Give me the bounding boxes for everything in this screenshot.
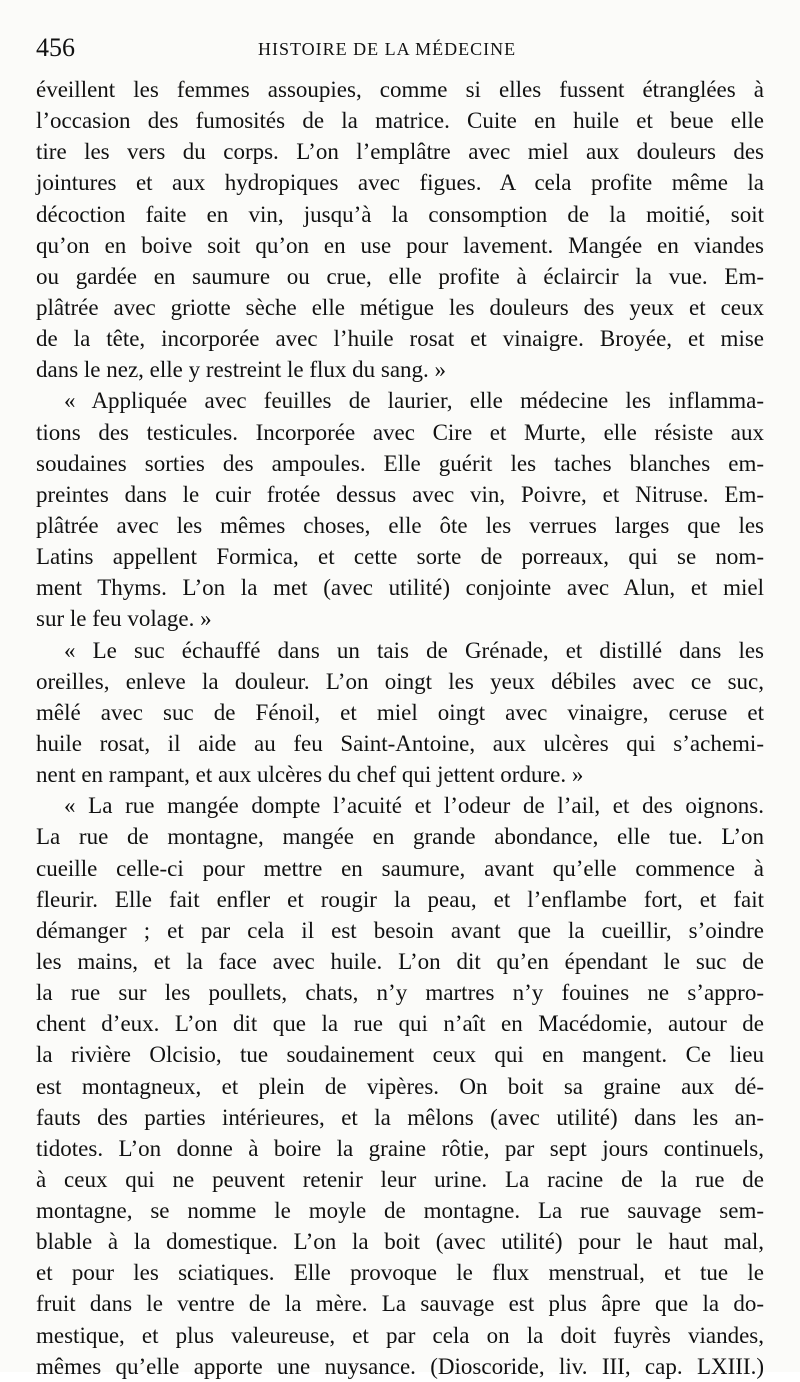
text-line: mêmes qu’elle apporte une nuysance. (Dioscoride, liv. III, cap. LXIII.) — [36, 1353, 764, 1379]
text-line: qu’on en boive soit qu’on en use pour lavement. Mangée en viandes — [36, 232, 764, 258]
text-line: preintes dans le cuir frotée dessus avec vin, Poivre, et Nitruse. Em- — [36, 481, 764, 507]
text-line: à ceux qui ne peuvent retenir leur urine. La racine de la rue de — [36, 1166, 764, 1192]
text-line: la rivière Olcisio, tue soudainement ceux qui en mangent. Ce lieu — [36, 1042, 764, 1068]
text-line: est montagneux, et plein de vipères. On boit sa graine aux dé- — [36, 1073, 764, 1099]
text-line: blable à la domestique. L’on la boit (avec utilité) pour le haut mal, — [36, 1229, 764, 1255]
text-line: jointures et aux hydropiques avec figues. A cela profite même la — [36, 170, 764, 196]
text-line: montagne, se nomme le moyle de montagne. La rue sauvage sem- — [36, 1198, 764, 1224]
running-head — [36, 30, 760, 66]
text-line: nent en rampant, et aux ulcères du chef qui jettent ordure. » — [36, 762, 584, 788]
text-line: fauts des parties intérieures, et la mêlons (avec utilité) dans les an- — [36, 1104, 764, 1130]
text-line: décoction faite en vin, jusqu’à la consomption de la moitié, soit — [36, 201, 764, 227]
text-line: tions des testicules. Incorporée avec Cire et Murte, elle résiste aux — [36, 419, 764, 445]
text-line: plâtrée avec griotte sèche elle métigue les douleurs des yeux et ceux — [36, 294, 764, 320]
text-line: La rue de montagne, mangée en grande abondance, elle tue. L’on — [36, 824, 764, 850]
body-text — [36, 74, 764, 1382]
text-line: tidotes. L’on donne à boire la graine rôtie, par sept jours continuels, — [36, 1135, 764, 1161]
text-line: « Le suc échauffé dans un tais de Grénade, et distillé dans les — [64, 637, 764, 663]
text-line: la rue sur les poullets, chats, n’y martres n’y fouines ne s’appro- — [36, 980, 764, 1006]
text-line: de la tête, incorporée avec l’huile rosat et vinaigre. Broyée, et mise — [36, 326, 764, 352]
text-line: fruit dans le ventre de la mère. La sauvage est plus âpre que la do- — [36, 1291, 764, 1317]
text-line: éveillent les femmes assoupies, comme si elles fussent étranglées à — [36, 77, 764, 102]
text-line: huile rosat, il aide au feu Saint-Antoine, aux ulcères qui s’achemi- — [36, 730, 764, 756]
text-line: chent d’eux. L’on dit que la rue qui n’aît en Macédomie, autour de — [36, 1011, 764, 1037]
text-line: soudaines sorties des ampoules. Elle guérit les taches blanches em- — [36, 450, 764, 476]
text-line: oreilles, enleve la douleur. L’on oingt les yeux débiles avec ce suc, — [36, 668, 764, 694]
text-line: tire les vers du corps. L’on l’emplâtre avec miel aux douleurs des — [36, 139, 764, 165]
text-line: Latins appellent Formica, et cette sorte de porreaux, qui se nom- — [36, 544, 764, 570]
text-line: « La rue mangée dompte l’acuité et l’odeur de l’ail, et des oignons. — [64, 793, 764, 819]
text-line: cueille celle-ci pour mettre en saumure, avant qu’elle commence à — [36, 855, 764, 881]
text-line: fleurir. Elle fait enfler et rougir la peau, et l’enflambe fort, et fait — [36, 886, 764, 912]
text-line: « Appliquée avec feuilles de laurier, elle médecine les inflamma- — [64, 388, 764, 414]
text-line: mestique, et plus valeureuse, et par cela on la doit fuyrès viandes, — [36, 1322, 764, 1348]
text-line: ou gardée en saumure ou crue, elle profite à éclaircir la vue. Em- — [36, 263, 764, 289]
text-line: démanger ; et par cela il est besoin avant que la cueillir, s’oindre — [36, 917, 764, 943]
text-line: dans le nez, elle y restreint le flux du sang. » — [36, 357, 447, 383]
text-line: les mains, et la face avec huile. L’on dit qu’en épendant le suc de — [36, 948, 764, 974]
page-number: 456 — [36, 33, 75, 62]
text-line: plâtrée avec les mêmes choses, elle ôte les verrues larges que les — [36, 512, 764, 538]
text-line: ment Thyms. L’on la met (avec utilité) conjointe avec Alun, et miel — [36, 575, 764, 601]
text-line: sur le feu volage. » — [36, 606, 212, 632]
text-line: l’occasion des fumosités de la matrice. Cuite en huile et beue elle — [36, 108, 764, 134]
text-line: et pour les sciatiques. Elle provoque le flux menstrual, et tue le — [36, 1260, 764, 1286]
text-line: mêlé avec suc de Fénoil, et miel oingt avec vinaigre, ceruse et — [36, 699, 764, 725]
running-title: HISTOIRE DE LA MÉDECINE — [258, 39, 517, 59]
